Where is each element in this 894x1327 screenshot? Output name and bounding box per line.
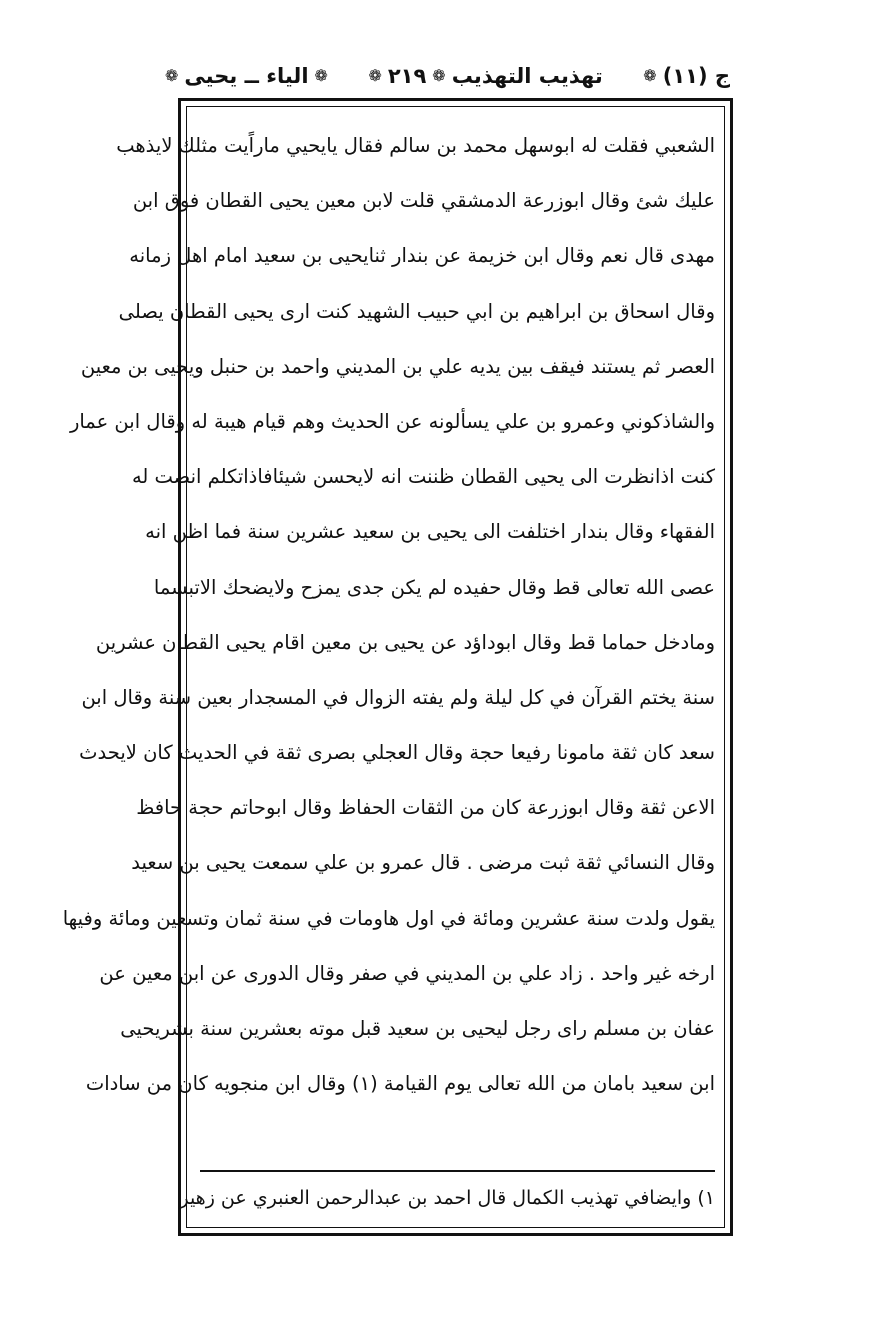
floral-ornament-icon: ❁ <box>432 66 446 85</box>
header-book-title: تهذيب التهذيب <box>451 64 603 88</box>
text-line: يقول ولدت سنة عشرين ومائة في اول هاومات في سنة ثمان وتسعين ومائة وفيها <box>62 906 715 930</box>
floral-ornament-icon: ❁ <box>368 66 382 85</box>
text-line: ومادخل حماما قط وقال ابوداؤد عن يحيى بن معين اقام يحيى القطان عشرين <box>95 630 715 654</box>
header-volume-group <box>643 64 730 88</box>
text-line: عصى الله تعالى قط وقال حفيده لم يكن جدى يمزح ولايضحك الاتبسما <box>153 575 715 599</box>
page-header <box>165 58 730 94</box>
floral-ornament-icon: ❁ <box>314 66 328 85</box>
floral-ornament-icon: ❁ <box>165 66 179 85</box>
header-section-group <box>165 64 328 88</box>
header-title-group <box>368 64 602 88</box>
floral-ornament-icon: ❁ <box>643 66 657 85</box>
text-line: وقال النسائي ثقة ثبت مرضى . قال عمرو بن علي سمعت يحيى بن سعيد <box>131 851 715 875</box>
text-line: مهدى قال نعم وقال ابن خزيمة عن بندار ثنايحيى بن سعيد امام اهل زمانه <box>129 244 715 268</box>
text-line: عفان بن مسلم راى رجل ليحيى بن سعيد قبل موته بعشرين سنة بشريحيى <box>120 1017 715 1040</box>
text-line: وقال اسحاق بن ابراهيم بن ابي حبيب الشهيد كنت ارى يحيى القطان يصلى <box>118 299 715 323</box>
text-line: الفقهاء وقال بندار اختلفت الى يحيى بن سعيد عشرين سنة فما اظن انه <box>145 520 715 544</box>
text-line: الاعن ثقة وقال ابوزرعة كان من الثقات الحفاظ وقال ابوحاتم حجة حافظ <box>136 796 715 820</box>
text-line: العصر ثم يستند فيقف بين يديه علي بن المديني واحمد بن حنبل ويحيى بن معين <box>80 354 715 378</box>
header-volume: ج (١١) <box>662 64 730 88</box>
main-text-block <box>62 118 715 1111</box>
text-line: ابن سعيد بامان من الله تعالى يوم القيامة (١) وقال ابن منجويه كان من سادات <box>85 1072 715 1096</box>
text-line: سعد كان ثقة مامونا رفيعا حجة وقال العجلي بصرى ثقة في الحديث كان لايحدث <box>79 741 715 765</box>
text-line: والشاذكوني وعمرو بن علي يسألونه عن الحديث وهم قيام هيبة له وقال ابن عمار <box>69 409 715 433</box>
footnote-divider <box>200 1170 715 1172</box>
text-line: الشعبي فقلت له ابوسهل محمد بن سالم فقال يايحيي ماراًيت مثلك لايذهب <box>116 134 715 157</box>
header-page-number: ٢١٩ <box>387 64 427 88</box>
text-line: ارخه غير واحد . زاد علي بن المديني في صفر وقال الدورى عن ابن معين عن <box>99 961 715 985</box>
text-line: سنة يختم القرآن في كل ليلة ولم يفته الزوال في المسجدار بعين سنة وقال ابن <box>81 685 715 709</box>
text-line: كنت اذانظرت الى يحيى القطان ظننت انه لايحسن شيئافاذاتكلم انصت له <box>131 465 715 489</box>
footnote-text: ١) وايضافي تهذيب الكمال قال احمد بن عبدالرحمن العنبري عن زهير <box>179 1187 715 1209</box>
text-line: عليك شئ وقال ابوزرعة الدمشقي قلت لابن معين يحيى القطان فوق ابن <box>132 189 715 213</box>
header-section-name: الياء ــ يحيى <box>184 64 309 88</box>
